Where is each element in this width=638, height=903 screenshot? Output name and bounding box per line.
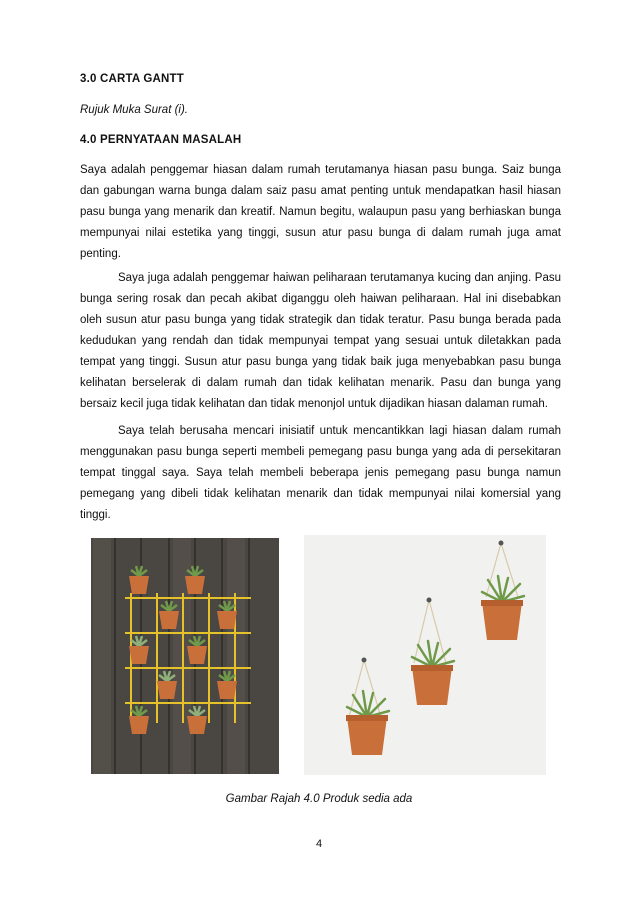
gantt-reference: Rujuk Muka Surat (i).: [80, 104, 189, 116]
problem-heading: 4.0 PERNYATAAN MASALAH: [80, 134, 242, 146]
gantt-heading: 3.0 CARTA GANTT: [80, 73, 184, 85]
problem-paragraph-3: Saya telah berusaha mencari inisiatif untuk mencantikkan lagi hiasan dalam rumah menggunakan pasu bunga seperti membeli pemegang pasu bunga yang ada di persekitaran tempat tinggal saya. Saya telah membeli beberapa jenis pemegang pasu bunga namun pemegang yang dibeli tidak kelihatan menarik dan tidak mempunyai nilai komersial yang tinggi.: [80, 425, 561, 521]
problem-paragraph-1: Saya adalah penggemar hiasan dalam rumah terutamanya hiasan pasu bunga. Saiz bunga dan gabungan warna bunga dalam saiz pasu amat penting untuk mendapatkan hasil hiasan pasu bunga yang menarik dan kreatif. Namun begitu, walaupun pasu yang berhiaskan bunga mempunyai nilai estetika yang tinggi, susun atur pasu bunga di dalam rumah juga amat penting.: [80, 164, 561, 260]
hanging-pots-photo: [304, 535, 546, 775]
figure-caption: Gambar Rajah 4.0 Produk sedia ada: [225, 793, 413, 805]
problem-paragraph-2: Saya juga adalah penggemar haiwan peliharaan terutamanya kucing dan anjing. Pasu bunga sering rosak dan pecah akibat diganggu oleh haiwan peliharaan. Hal ini disebabkan oleh susun atur pasu bunga yang tidak strategik dan tidak teratur. Pasu bunga berada pada kedudukan yang rendah dan tidak mempunyai tempat yang sesuai untuk diletakkan pada tempat yang tinggi. Susun atur pasu bunga yang tidak baik juga menyebabkan pasu bunga kelihatan berselerak di dalam rumah dan tidak kelihatan menarik. Pasu dan bunga yang bersaiz kecil juga tidak kelihatan dan tidak menonjol untuk dijadikan hiasan dalaman rumah.: [80, 272, 561, 410]
wall-grid-planter-photo: [91, 538, 279, 774]
page-number: 4: [315, 838, 323, 850]
wall-grid-planter-illustration: [91, 538, 279, 774]
hanging-pots-illustration: [304, 535, 546, 775]
